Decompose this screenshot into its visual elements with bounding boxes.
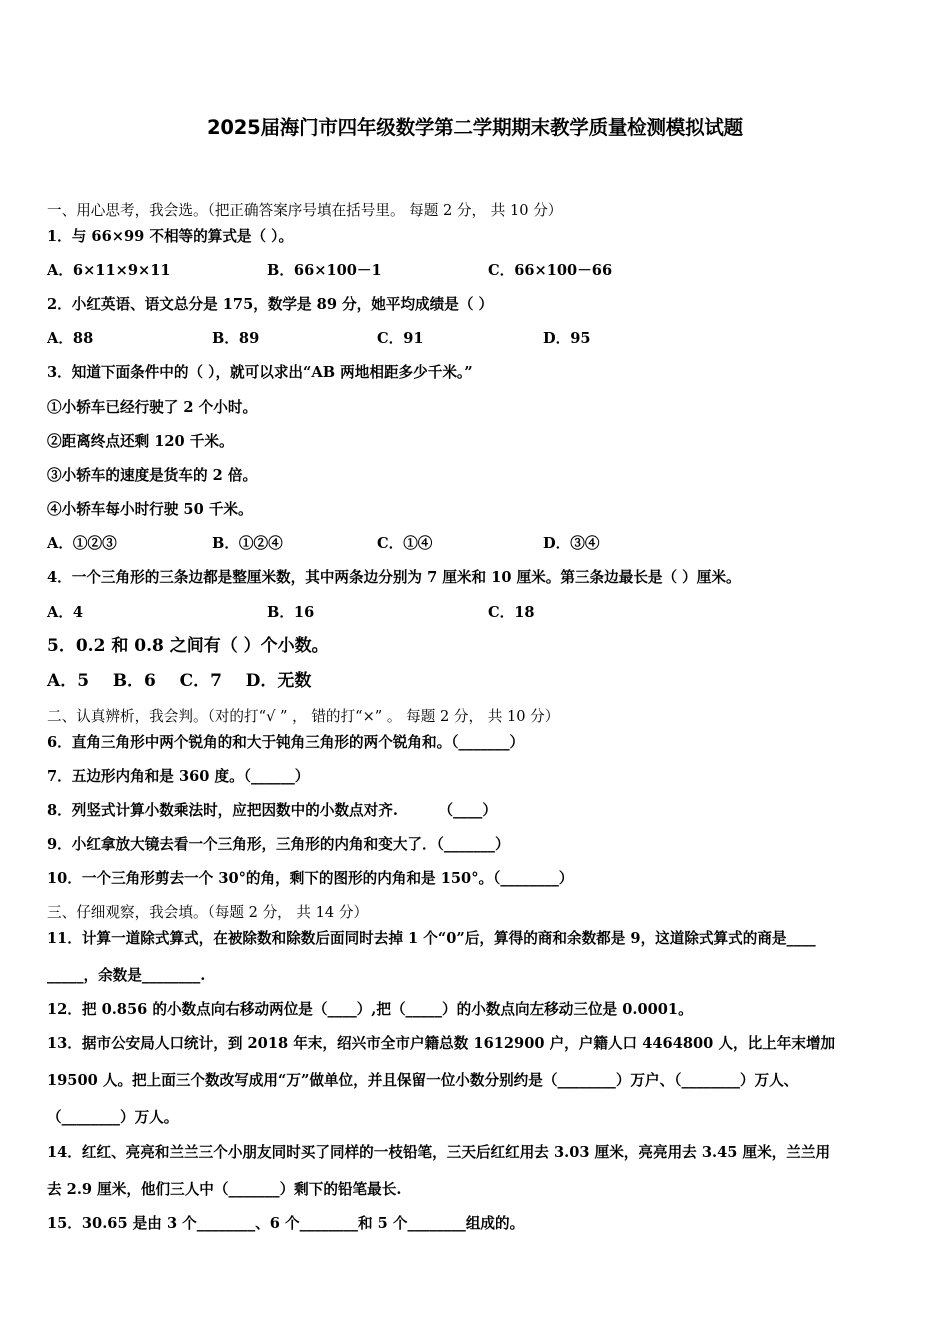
question-13-line-2: 19500 人。把上面三个数改写成用“万”做单位，并且保留一位小数分别约是（________）万户、（________）万人、 [47,1072,799,1089]
option-c: C．91 [377,330,424,347]
page-title: 2025届海门市四年级数学第二学期期末教学质量检测模拟试题 [207,116,743,139]
question-14-line-1: 14．红红、亮亮和兰兰三个小朋友同时买了同样的一枝铅笔，三天后红红用去 3.03 厘米，亮亮用去 3.45 厘米，兰兰用 [47,1144,831,1161]
option-b: B．66×100－1 [267,262,382,279]
question-13-line-1: 13．据市公安局人口统计，到 2018 年末，绍兴市全市户籍总数 1612900 户，户籍人口 4464800 人，比上年末增加 [47,1035,836,1052]
condition-3: ③小轿车的速度是货车的 2 倍。 [47,467,258,484]
question-3: 3．知道下面条件中的（ ），就可以求出“AB 两地相距多少千米。” [47,364,473,381]
option-a: A．88 [47,330,94,347]
question-12: 12．把 0.856 的小数点向右移动两位是（____）,把（_____）的小数点向左移动三位是 0.0001。 [47,1001,693,1018]
question-2: 2．小红英语、语文总分是 175，数学是 89 分，她平均成绩是（ ） [47,296,494,313]
section-3-heading: 三、仔细观察，我会填。（每题 2 分， 共 14 分） [47,904,369,921]
question-13-line-3: （________）万人。 [47,1109,179,1126]
question-11-line-1: 11．计算一道除式算式，在被除数和除数后面同时去掉 1 个“0”后，算得的商和余数都是 9，这道除式算式的商是____ [47,930,816,947]
option-a: A．4 [47,604,84,621]
question-14-line-2: 去 2.9 厘米，他们三人中（_______）剩下的铅笔最长. [47,1181,402,1198]
question-5-options: A．5 B．6 C．7 D．无数 [47,671,312,691]
section-1-heading: 一、用心思考，我会选。（把正确答案序号填在括号里。 每题 2 分， 共 10 分） [47,202,563,219]
question-8: 8．列竖式计算小数乘法时，应把因数中的小数点对齐. （____） [47,802,497,819]
option-a: A．6×11×9×11 [47,262,171,279]
option-b: B．89 [212,330,260,347]
option-b: B．16 [267,604,315,621]
option-d: D．③④ [543,535,600,552]
question-7: 7．五边形内角和是 360 度。（______） [47,768,310,785]
option-a: A．①②③ [47,535,117,552]
condition-4: ④小轿车每小时行驶 50 千米。 [47,501,253,518]
option-c: C．①④ [377,535,433,552]
question-15: 15．30.65 是由 3 个________、6 个________和 5 个________组成的。 [47,1215,525,1232]
option-c: C．18 [488,604,535,621]
question-5: 5．0.2 和 0.8 之间有（ ）个小数。 [47,636,329,656]
question-9: 9．小红拿放大镜去看一个三角形，三角形的内角和变大了．（_______） [47,836,510,853]
option-c: C．66×100－66 [488,262,613,279]
question-4: 4．一个三角形的三条边都是整厘米数，其中两条边分别为 7 厘米和 10 厘米。第三条边最长是（ ）厘米。 [47,569,741,586]
question-11-line-2: _____，余数是________. [47,967,206,984]
question-10: 10．一个三角形剪去一个 30°的角，剩下的图形的内角和是 150°。（________） [47,870,574,887]
section-2-heading: 二、认真辨析，我会判。（对的打“√ ” ， 错的打“×” 。 每题 2 分， 共 10 分） [47,708,560,725]
question-1: 1．与 66×99 不相等的算式是（ ）。 [47,228,294,245]
option-b: B．①②④ [212,535,283,552]
condition-2: ②距离终点还剩 120 千米。 [47,433,234,450]
option-d: D．95 [543,330,591,347]
question-6: 6．直角三角形中两个锐角的和大于钝角三角形的两个锐角和。（_______） [47,734,525,751]
condition-1: ①小轿车已经行驶了 2 个小时。 [47,399,258,416]
